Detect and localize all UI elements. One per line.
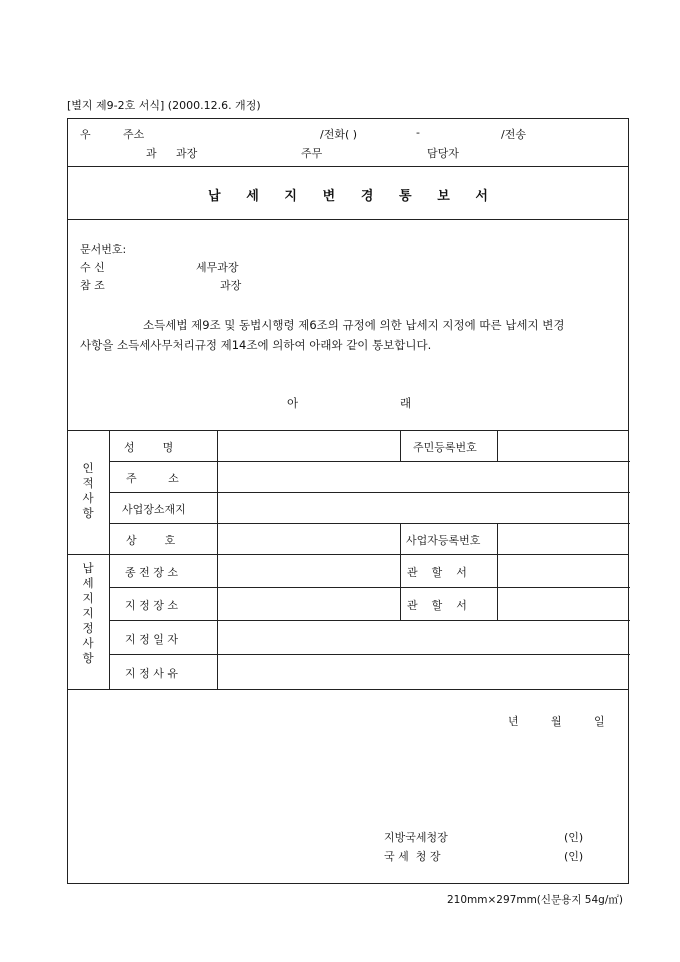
reference-label: 참 조 [80, 279, 105, 292]
address-label: 주소 [123, 128, 145, 141]
right-col-divider-b [497, 523, 498, 620]
seal-regional: (인) [564, 831, 584, 844]
vertical-char: 항 [82, 506, 94, 520]
title-char: 경 [360, 189, 374, 204]
section-label: 과 [146, 147, 157, 160]
chief-label: 과장 [176, 147, 198, 160]
body-line-1: 소득세법 제9조 및 동법시행령 제6조의 규정에 의한 납세지 지정에 따른 납세지 변경 [143, 318, 565, 332]
officer-label: 주무 [301, 147, 323, 160]
vertical-char: 정 [82, 621, 94, 635]
vertical-char: 지 [82, 606, 94, 620]
form-caption: [별지 제9-2호 서식] (2000.12.6. 개정) [67, 99, 261, 112]
previous-place-label: 종 전 장 소 [125, 566, 178, 579]
form-title [208, 185, 488, 204]
phone-dash: - [416, 126, 420, 139]
vertical-char: 사 [82, 636, 94, 650]
right-col-divider-b [497, 430, 498, 461]
reference-value: 과장 [220, 279, 242, 292]
recipient-value: 세무과장 [196, 261, 239, 274]
jurisdiction-label-1: 관 할 서 [407, 566, 467, 579]
signer-regional: 지방국세청장 [384, 831, 448, 844]
business-location-label: 사업장소재지 [122, 503, 186, 516]
date-month: 월 [551, 715, 562, 728]
title-char: 지 [284, 189, 297, 204]
row-line [109, 492, 630, 493]
staff-label: 담당자 [427, 147, 459, 160]
col-divider-1 [109, 430, 110, 689]
title-char: 서 [475, 189, 488, 204]
jurisdiction-label-2: 관 할 서 [407, 599, 467, 612]
recipient-label: 수 신 [80, 261, 105, 274]
below-label-b: 래 [400, 396, 412, 410]
vertical-char: 사 [82, 491, 94, 505]
vertical-char: 지 [82, 591, 94, 605]
vertical-char: 납 [82, 561, 94, 575]
postal-label: 우 [80, 128, 91, 141]
row-line [109, 523, 630, 524]
designated-date-label: 지 정 일 자 [125, 633, 178, 646]
trade-name-label: 상 호 [126, 534, 176, 547]
row-line [109, 587, 630, 588]
title-char: 변 [322, 189, 336, 204]
section-line [68, 554, 628, 555]
below-label-a: 아 [287, 396, 299, 410]
title-char: 보 [437, 189, 450, 204]
right-col-divider-a [400, 430, 401, 461]
personal-section-label [81, 461, 95, 521]
date-day: 일 [594, 715, 605, 728]
vertical-char: 인 [82, 461, 94, 475]
vertical-char: 항 [82, 651, 94, 665]
divider [68, 166, 628, 167]
table-bottom-line [68, 689, 628, 690]
col-divider-2 [217, 430, 218, 689]
table-top-line [68, 430, 628, 431]
seal-national: (인) [564, 850, 584, 863]
resident-number-label: 주민등록번호 [413, 441, 477, 454]
title-char: 통 [399, 189, 412, 204]
divider [68, 219, 628, 220]
title-char: 세 [246, 189, 259, 204]
name-label: 성 명 [124, 441, 174, 454]
row-line [109, 654, 630, 655]
address-row-label: 주 소 [126, 472, 179, 485]
notice-form [67, 118, 629, 884]
doc-number-label: 문서번호: [80, 243, 127, 256]
paper-spec: 210mm×297mm(신문용지 54g/㎡) [447, 894, 623, 906]
phone-label: /전화( ) [320, 128, 358, 141]
title-char: 납 [208, 189, 221, 204]
fax-label: /전송 [501, 128, 526, 141]
designated-reason-label: 지 정 사 유 [125, 667, 178, 680]
signer-national: 국 세 청 장 [384, 850, 441, 863]
business-number-label: 사업자등록번호 [406, 534, 481, 547]
row-line [109, 461, 630, 462]
designated-place-label: 지 정 장 소 [125, 599, 178, 612]
vertical-char: 세 [82, 576, 94, 590]
right-col-divider-a [400, 523, 401, 620]
body-line-2: 사항을 소득세사무처리규정 제14조에 의하여 아래와 같이 통보합니다. [80, 338, 432, 352]
vertical-char: 적 [82, 476, 94, 490]
date-year: 년 [508, 715, 519, 728]
row-line [109, 620, 630, 621]
taxplace-section-label [81, 561, 95, 666]
